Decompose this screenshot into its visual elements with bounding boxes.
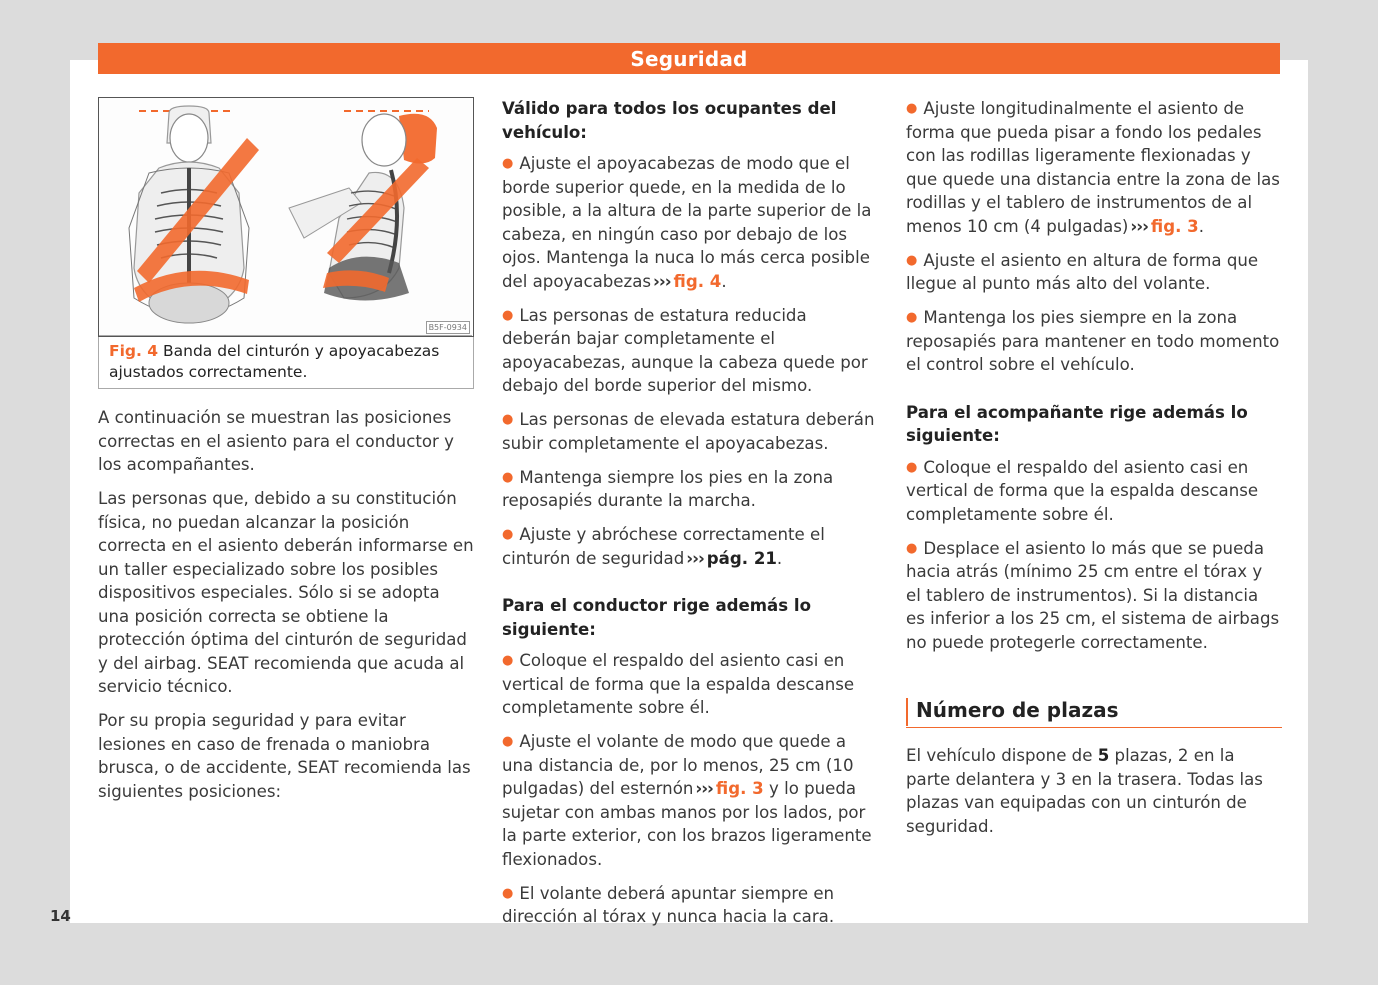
subheading: Para el conductor rige además lo siguiente: <box>502 596 812 639</box>
list-item: ● Ajuste y abróchese correctamente el cinturón de seguridad ››› pág. 21. <box>502 525 825 568</box>
list-item <box>502 649 880 720</box>
figure-4 <box>98 97 474 389</box>
paragraph: Por su propia seguridad y para evitar lesiones en caso de frenada o maniobra brusca, o de accidente, SEAT recomienda las siguientes posiciones: <box>98 711 471 801</box>
paragraph-text: plazas, 2 en la parte delantera y 3 en la trasera. Todas las plazas van equipadas con un cinturón de seguridad. <box>906 746 1263 836</box>
reference-arrow-icon: ››› <box>686 548 704 568</box>
bullet-icon: ● <box>906 252 918 268</box>
bullet-icon: ● <box>502 469 514 485</box>
list-item <box>502 730 880 871</box>
list-item-text: Desplace el asiento lo más que se pueda hacia atrás (mínimo 25 cm entre el tórax y el tablero de instrumentos). Si la distancia es inferior a los 25 cm, el sistema de airbags no puede protegerle correctamente. <box>906 538 1280 652</box>
list-item-text: Mantenga los pies siempre en la zona reposapiés para mantener en todo momento el control sobre el vehículo. <box>906 308 1280 374</box>
reference-arrow-icon: ››› <box>695 779 713 798</box>
paragraph: A continuación se muestran las posiciones correctas en el asiento para el conductor y los acompañantes. <box>98 408 454 474</box>
list-item <box>502 408 880 455</box>
list-item-text: Ajuste el asiento en altura de forma que llegue al punto más alto del volante. <box>906 250 1259 293</box>
reference-arrow-icon: ››› <box>1130 216 1148 236</box>
list-item-text: y lo pueda sujetar con ambas manos por los lados, por la parte exterior, con los brazos ligeramente flexionados. <box>502 779 872 869</box>
cross-reference-link[interactable]: fig. 3 <box>715 779 764 798</box>
page-reference-link[interactable]: pág. 21 <box>706 548 777 568</box>
bullet-icon: ● <box>906 540 918 556</box>
list-item-text: El volante deberá apuntar siempre en dirección al tórax y nunca hacia la cara. <box>502 883 835 926</box>
list-item: ● Ajuste el apoyacabezas de modo que el borde superior quede, en la medida de lo posible, a la altura de la parte superior de la cabeza, en ningún caso por debajo de los ojos. Mantenga la nuca lo más cerca posible del apoyacabezas ››› fig. 4. <box>502 154 872 291</box>
bullet-icon: ● <box>502 653 514 668</box>
list-item-text: Ajuste y abróchese correctamente el cinturón de seguridad <box>502 525 825 568</box>
front-view-occupant <box>129 106 259 323</box>
subheading: Válido para todos los ocupantes del vehículo: <box>502 99 837 142</box>
side-view-occupant <box>289 111 437 301</box>
list-item <box>502 466 880 513</box>
list-item <box>502 882 880 929</box>
column-2 <box>502 97 880 939</box>
list-item-text: Las personas de estatura reducida deberán bajar completamente el apoyacabezas, aunque la cabeza quede por debajo del borde superior del mismo. <box>502 305 868 395</box>
list-item <box>906 456 1282 527</box>
paragraph <box>906 744 1282 838</box>
figure-caption <box>109 341 459 383</box>
figure-caption-label: Fig. 4 <box>109 342 159 360</box>
bullet-icon: ● <box>502 885 514 901</box>
column-1 <box>98 97 474 814</box>
seatbelt-headrest-illustration <box>99 98 472 336</box>
paragraph: Las personas que, debido a su constitución física, no puedan alcanzar la posición correcta en el asiento deberán informarse en un taller especializado sobre los posibles dispositivos especiales. Sólo si se adopta una posición correcta se obtiene la protección óptima del cinturón de seguridad y del airbag. SEAT recomienda que acuda al servicio técnico. <box>98 489 474 696</box>
section-header: Seguridad <box>98 43 1280 74</box>
column-3 <box>906 97 1282 849</box>
list-item: ● Ajuste longitudinalmente el asiento de forma que pueda pisar a fondo los pedales con las rodillas ligeramente flexionadas y que quede una distancia entre la zona de las rodillas y el tablero de instrumentos de al menos 10 cm (4 pulgadas) ››› fig. 3. <box>906 99 1280 236</box>
list-item <box>906 249 1282 296</box>
bullet-icon: ● <box>906 310 918 325</box>
list-item-text: Coloque el respaldo del asiento casi en vertical de forma que la espalda descanse completamente sobre él. <box>906 457 1259 524</box>
list-item <box>906 306 1282 377</box>
bullet-icon: ● <box>502 527 514 542</box>
cross-reference-link[interactable]: fig. 4 <box>673 271 722 291</box>
list-item <box>502 304 880 398</box>
list-item-text: Las personas de elevada estatura deberán subir completamente el apoyacabezas. <box>502 410 875 453</box>
bullet-icon: ● <box>502 307 514 323</box>
figure-caption-text: Banda del cinturón y apoyacabezas ajustados correctamente. <box>109 342 440 381</box>
list-item <box>906 537 1282 655</box>
list-item-text: Mantenga siempre los pies en la zona reposapiés durante la marcha. <box>502 467 834 510</box>
list-item-text: Ajuste longitudinalmente el asiento de forma que pueda pisar a fondo los pedales con las rodillas ligeramente flexionadas y que quede una distancia entre la zona de las rodillas y el tablero de instrumentos de al menos 10 cm (4 pulgadas) <box>906 99 1280 236</box>
bullet-icon: ● <box>906 459 918 475</box>
seat-count: 5 <box>1097 746 1110 765</box>
paragraph-text: El vehículo dispone de <box>906 746 1093 765</box>
bullet-icon: ● <box>906 101 918 116</box>
bullet-icon: ● <box>502 412 514 427</box>
cross-reference-link[interactable]: fig. 3 <box>1150 216 1199 236</box>
list-item-text: Ajuste el apoyacabezas de modo que el borde superior quede, en la medida de lo posible, a la altura de la parte superior de la cabeza, en ningún caso por debajo de los ojos. Mantenga la nuca lo más cerca posible del apoyacabezas <box>502 154 872 291</box>
figure-code: B5F-0934 <box>426 321 470 334</box>
subheading: Para el acompañante rige además lo siguiente: <box>906 402 1248 445</box>
figure-illustration <box>99 98 472 336</box>
list-item-text: Ajuste el volante de modo que quede a una distancia de, por lo menos, 25 cm (10 pulgadas) del esternón <box>502 732 854 798</box>
page-number: 14 <box>50 907 71 925</box>
reference-arrow-icon: ››› <box>653 271 671 291</box>
bullet-icon: ● <box>502 734 514 749</box>
list-item-text: Coloque el respaldo del asiento casi en vertical de forma que la espalda descanse completamente sobre él. <box>502 651 855 717</box>
section-title-numero-de-plazas: Número de plazas <box>906 696 1282 728</box>
bullet-icon: ● <box>502 156 514 171</box>
